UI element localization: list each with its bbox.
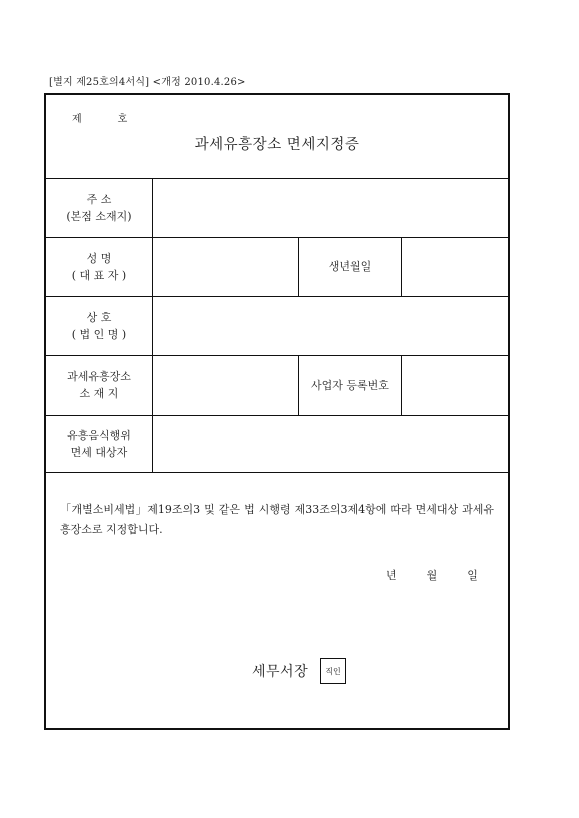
certificate-form xyxy=(44,93,510,730)
business-reg-no-label: 사업자 등록번호 xyxy=(299,355,402,415)
document-title: 과세유흥장소 면세지정증 xyxy=(194,137,360,153)
name-value[interactable] xyxy=(153,237,299,296)
name-label-line1: 성 명 xyxy=(86,251,112,265)
date-day: 일 xyxy=(467,569,478,582)
row-exempt-target xyxy=(46,415,508,473)
address-value[interactable] xyxy=(153,178,508,237)
trade-name-label-line2: ( 법 인 명 ) xyxy=(71,327,127,341)
venue-location-label xyxy=(46,355,153,415)
address-label-line1: 주 소 xyxy=(86,192,112,206)
designation-statement: 「개별소비세법」제19조의3 및 같은 법 시행령 제33조의3제4항에 따라 면세대상 과세유흥장소로 지정합니다. xyxy=(60,503,494,536)
row-trade-name xyxy=(46,296,508,356)
venue-location-label-line2: 소 재 지 xyxy=(79,387,119,400)
official-seal-box: 직인 xyxy=(320,658,346,684)
trade-name-value[interactable] xyxy=(153,296,508,355)
business-reg-no-value[interactable] xyxy=(402,355,508,415)
exempt-target-label xyxy=(46,415,153,472)
trade-name-label xyxy=(46,296,153,355)
row-name xyxy=(46,237,508,297)
venue-location-value[interactable] xyxy=(153,355,299,415)
address-label-line2: (본점 소재지) xyxy=(66,209,132,223)
address-label xyxy=(46,178,153,237)
birth-date-value[interactable] xyxy=(402,237,508,296)
form-header xyxy=(46,95,508,179)
row-address xyxy=(46,178,508,238)
issuer-title: 세무서장 xyxy=(252,664,309,680)
number-label-right: 호 xyxy=(117,114,128,125)
date-year: 년 xyxy=(386,569,397,582)
name-label xyxy=(46,237,153,296)
name-label-line2: ( 대 표 자 ) xyxy=(71,268,127,282)
exempt-target-label-line2: 면세 대상자 xyxy=(70,445,128,459)
number-label-left: 제 xyxy=(72,114,82,125)
date-month: 월 xyxy=(426,569,438,582)
row-venue-location xyxy=(46,355,508,416)
form-reference: [별지 제25호의4서식] <개정 2010.4.26> xyxy=(49,77,246,88)
exempt-target-label-line1: 유흥음식행위 xyxy=(67,428,131,442)
issue-date xyxy=(386,567,478,583)
venue-location-label-line1: 과세유흥장소 xyxy=(67,370,131,383)
trade-name-label-line1: 상 호 xyxy=(86,310,112,324)
birth-date-label: 생년월일 xyxy=(299,237,402,296)
document-number-label xyxy=(72,110,127,125)
exempt-target-value[interactable] xyxy=(153,415,508,472)
